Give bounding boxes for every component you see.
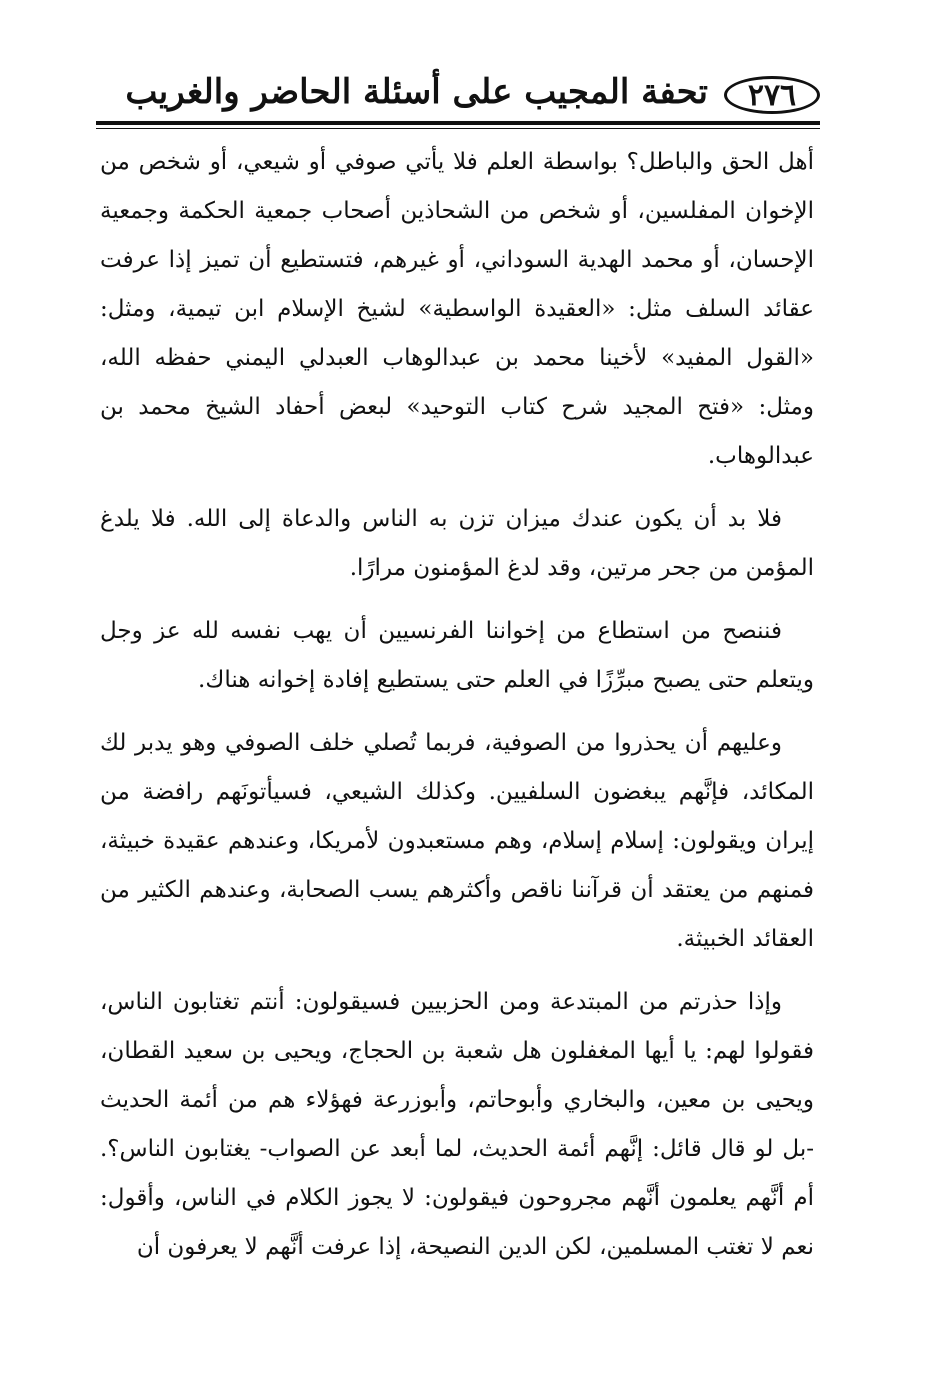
header-rule-thick	[96, 121, 820, 125]
paragraph-4: وعليهم أن يحذروا من الصوفية، فربما تُصلي خلف الصوفي وهو يدبر لك المكائد، فإنَّهم يبغضون السلفيين. وكذلك الشيعي، فسيأتونَهم رافضة من إيران ويقولون: إسلام إسلام، وهم مستعبدون لأمريكا، وعندهم عقيدة خبيثة، فمنهم من يعتقد أن قرآننا ناقص وأكثرهم يسب الصحابة، وعندهم الكثير من العقائد الخبيثة.	[100, 730, 815, 952]
paragraph-2: فلا بد أن يكون عندك ميزان تزن به الناس والدعاة إلى الله. فلا يلدغ المؤمن من جحر مرتين، وقد لدغ المؤمنون مرارًا.	[100, 506, 814, 581]
paragraph-5: وإذا حذرتم من المبتدعة ومن الحزبيين فسيقولون: أنتم تغتابون الناس، فقولوا لهم: يا أيها المغفلون هل شعبة بن الحجاج، ويحيى بن سعيد القطان، ويحيى بن معين، والبخاري وأبوحاتم، وأبوزرعة فهؤلاء هم من أئمة الحديث -بل لو قال قائل: إنَّهم أئمة الحديث، لما أبعد عن الصواب- يغتابون الناس؟. أم أنَّهم يعلمون أنَّهم مجروحون فيقولون: لا يجوز الكلام في الناس، وأقول: نعم لا تغتب المسلمين، لكن الدين النصيحة، إذا عرفت أنَّهم لا يعرفون أن	[100, 989, 814, 1260]
book-title: تحفة المجيب على أسئلة الحاضر والغريب	[125, 72, 708, 112]
page-number: ٢٧٦	[724, 76, 820, 114]
page-body	[100, 138, 814, 1272]
paragraph-3: فننصح من استطاع من إخواننا الفرنسيين أن يهب نفسه لله عز وجل ويتعلم حتى يصبح مبرِّزًا في العلم حتى يستطيع إفادة إخوانه هناك.	[100, 618, 814, 693]
paragraph-1: أهل الحق والباطل؟ بواسطة العلم فلا يأتي صوفي أو شيعي، أو شخص من الإخوان المفلسين، أو شخص من الشحاذين أصحاب جمعية الحكمة وجمعية الإحسان، أو محمد الهدية السوداني، أو غيرهم، فتستطيع أن تميز إذا عرفت عقائد السلف مثل: «العقيدة الواسطية» لشيخ الإسلام ابن تيمية، ومثل: «القول المفيد» لأخينا محمد بن عبدالوهاب العبدلي اليمني حفظه الله، ومثل: «فتح المجيد شرح كتاب التوحيد» لبعض أحفاد الشيخ محمد بن عبدالوهاب.	[100, 149, 814, 469]
page-header	[96, 68, 820, 120]
header-rule-thin	[96, 128, 820, 129]
